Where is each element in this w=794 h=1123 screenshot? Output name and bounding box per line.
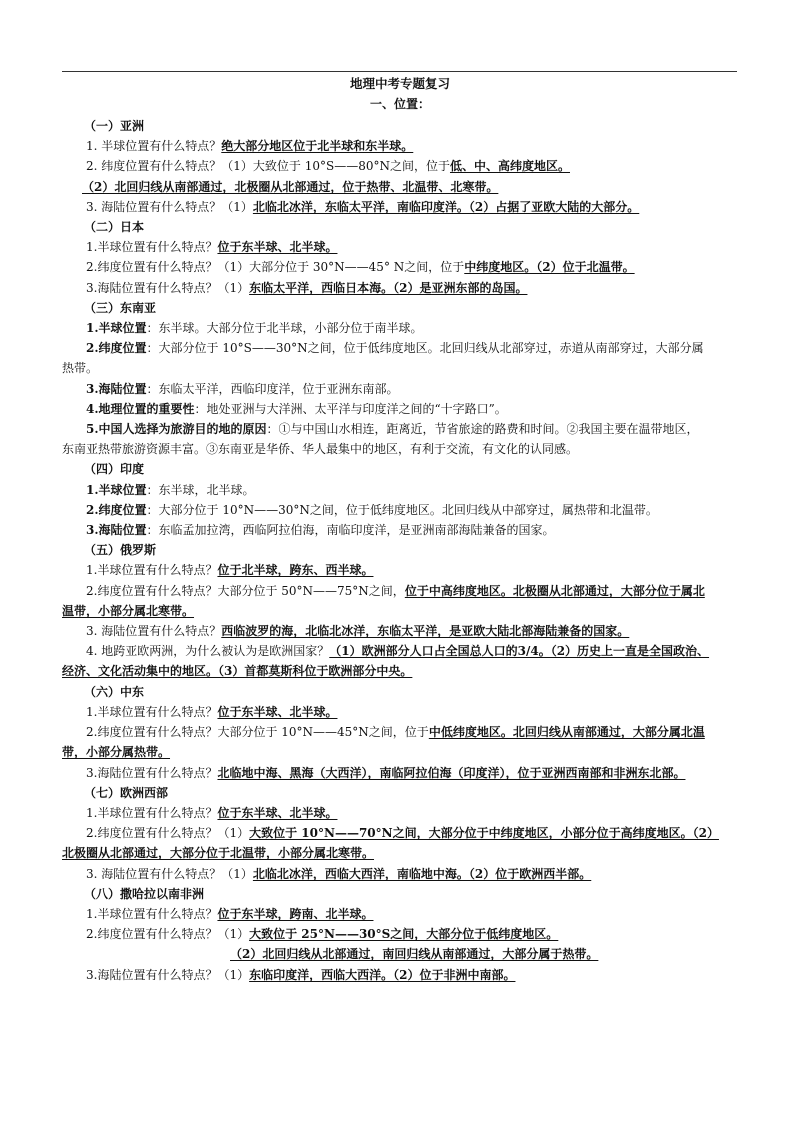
content-line bbox=[62, 318, 738, 338]
answer-text: 绝大部分地区位于北半球和东半球。 bbox=[221, 139, 414, 154]
line-label: 1.半球位置 bbox=[86, 482, 147, 497]
line-label: 3.海陆位置 bbox=[86, 523, 147, 538]
answer-text: 东临印度洋，西临大西洋。（2）位于非洲中南部。 bbox=[249, 967, 516, 982]
section-heading: （一）亚洲 bbox=[84, 119, 145, 133]
question-text: 3. 海陆位置有什么特点？ bbox=[86, 624, 222, 639]
answer-text: 位于东半球、北半球。 bbox=[217, 704, 338, 719]
content-line bbox=[62, 379, 738, 399]
question-text: 2. 纬度位置有什么特点？（1）大致位于 10°S——80°N之间，位于 bbox=[86, 159, 450, 174]
content-line bbox=[62, 702, 738, 722]
line-label: 4.地理位置的重要性 bbox=[86, 401, 195, 416]
answer-text: 带，小部分属热带。 bbox=[62, 745, 171, 760]
content-line bbox=[62, 763, 738, 783]
content-line bbox=[62, 419, 738, 439]
content-line bbox=[62, 338, 738, 358]
answer-text: 位于中高纬度地区。北极圈从北部通过，大部分位于属北 bbox=[404, 583, 705, 598]
content-line bbox=[62, 237, 738, 257]
answer-text: 位于东半球、北半球。 bbox=[217, 240, 338, 255]
answer-text: （2）北回归线从南部通过，北极圈从北部通过，位于热带、北温带、北寒带。 bbox=[82, 179, 499, 194]
line-text: ：大部分位于 10°N——30°N之间，位于低纬度地区。北回归线从中部穿过，属热带和北温带。 bbox=[146, 502, 658, 517]
answer-text: （1）欧洲部分人口占全国总人口的3/4。（2）历史上一直是全国政治、 bbox=[329, 644, 710, 659]
answer-text: 中低纬度地区。北回归线从南部通过，大部分属北温 bbox=[428, 725, 705, 740]
line-label: 2.纬度位置 bbox=[86, 341, 147, 356]
content-line bbox=[62, 823, 738, 843]
question-text: 1.半球位置有什么特点？ bbox=[86, 704, 218, 719]
line-text: ：东半球。大部分位于北半球，小部分位于南半球。 bbox=[146, 321, 423, 336]
question-text: 2.纬度位置有什么特点？（1） bbox=[86, 826, 250, 841]
answer-continuation bbox=[62, 601, 738, 621]
content-line bbox=[62, 156, 738, 176]
question-text: 1.半球位置有什么特点？ bbox=[86, 906, 218, 921]
content-line-continuation: 东南亚热带旅游资源丰富。③东南亚是华侨、华人最集中的地区，有利于交流，有文化的认同感。 bbox=[62, 442, 579, 457]
content-line bbox=[62, 581, 738, 601]
content-line bbox=[62, 803, 738, 823]
content-line bbox=[62, 257, 738, 277]
answer-text: 北临地中海、黑海（大西洋），南临阿拉伯海（印度洋），位于亚洲西南部和非洲东北部。 bbox=[217, 765, 686, 780]
answer-text: 经济、文化活动集中的地区。（3）首都莫斯科位于欧洲部分中央。 bbox=[62, 664, 413, 679]
answer-text: 大致位于 10°N——70°N之间，大部分位于中纬度地区，小部分位于高纬度地区。（2） bbox=[249, 826, 719, 841]
answer-text: 温带，小部分属北寒带。 bbox=[62, 603, 195, 618]
question-text: 4. 地跨亚欧两洲，为什么被认为是欧洲国家？ bbox=[86, 644, 330, 659]
answer-text: 大致位于 25°N——30°S之间，大部分位于低纬度地区。 bbox=[249, 927, 559, 942]
content-line bbox=[62, 904, 738, 924]
content-line bbox=[62, 480, 738, 500]
content-line bbox=[62, 177, 738, 197]
line-text: ：东临孟加拉湾，西临阿拉伯海，南临印度洋，是亚洲南部海陆兼备的国家。 bbox=[146, 523, 555, 538]
answer-text: 低、中、高纬度地区。 bbox=[449, 159, 570, 174]
content-line bbox=[62, 641, 738, 661]
line-label: 2.纬度位置 bbox=[86, 502, 147, 517]
content-line bbox=[62, 136, 738, 156]
answer-text: 位于东半球，跨南、北半球。 bbox=[217, 906, 374, 921]
question-text: 1.半球位置有什么特点？ bbox=[86, 240, 218, 255]
content-line bbox=[62, 944, 738, 964]
document-body bbox=[62, 74, 738, 985]
question-text: 2.纬度位置有什么特点？大部分位于 10°N——45°N之间，位于 bbox=[86, 725, 429, 740]
answer-text: 东临太平洋，西临日本海。（2）是亚洲东部的岛国。 bbox=[249, 280, 528, 295]
content-line bbox=[62, 965, 738, 985]
content-line bbox=[62, 500, 738, 520]
question-text: 3.海陆位置有什么特点？（1） bbox=[86, 280, 250, 295]
content-line bbox=[62, 864, 738, 884]
content-line bbox=[62, 722, 738, 742]
content-line bbox=[62, 197, 738, 217]
line-text: ：地处亚洲与大洋洲、太平洋与印度洋之间的“十字路口”。 bbox=[194, 401, 507, 416]
section-heading: （五）俄罗斯 bbox=[84, 543, 157, 558]
answer-continuation bbox=[62, 661, 738, 681]
line-label: 1.半球位置 bbox=[86, 321, 147, 336]
question-text: 1.半球位置有什么特点？ bbox=[86, 563, 218, 578]
answer-text: （2）北回归线从北部通过，南回归线从南部通过，大部分属于热带。 bbox=[230, 947, 599, 962]
content-line bbox=[62, 621, 738, 641]
section-heading: （七）欧洲西部 bbox=[84, 785, 169, 800]
content-line bbox=[62, 520, 738, 540]
section-heading: （八）撒哈拉以南非洲 bbox=[84, 886, 205, 901]
content-line bbox=[62, 560, 738, 580]
answer-continuation bbox=[62, 843, 738, 863]
answer-text: 位于北半球，跨东、西半球。 bbox=[217, 563, 374, 578]
sections-container bbox=[62, 116, 738, 985]
document-title: 地理中考专题复习 bbox=[349, 76, 450, 91]
section-heading: （六）中东 bbox=[84, 684, 145, 699]
question-text: 2.纬度位置有什么特点？（1） bbox=[86, 927, 250, 942]
question-text: 1.半球位置有什么特点？ bbox=[86, 805, 218, 820]
line-text: ：东临太平洋，西临印度洋，位于亚洲东南部。 bbox=[146, 381, 399, 396]
answer-text: 西临波罗的海，北临北冰洋，东临太平洋，是亚欧大陆北部海陆兼备的国家。 bbox=[221, 624, 630, 639]
section-heading: （四）印度 bbox=[84, 462, 145, 477]
line-text: ：①与中国山水相连，距离近，节省旅途的路费和时间。②我国主要在温带地区， bbox=[266, 422, 699, 437]
content-line-continuation: 热带。 bbox=[62, 361, 99, 376]
line-label: 5.中国人选择为旅游目的地的原因 bbox=[86, 422, 267, 437]
section-heading: （三）东南亚 bbox=[84, 300, 157, 315]
question-text: 3.海陆位置有什么特点？（1） bbox=[86, 967, 250, 982]
question-text: 3. 海陆位置有什么特点？（1） bbox=[86, 199, 253, 214]
line-text: ：东半球，北半球。 bbox=[146, 482, 255, 497]
answer-continuation bbox=[62, 742, 738, 762]
content-line bbox=[62, 278, 738, 298]
line-text: ：大部分位于 10°S——30°N之间，位于低纬度地区。北回归线从北部穿过，赤道从南部穿过，大部分属 bbox=[146, 341, 704, 356]
answer-text: 北临北冰洋，东临太平洋，南临印度洋。（2）占据了亚欧大陆的大部分。 bbox=[252, 199, 640, 214]
content-line bbox=[62, 924, 738, 944]
question-text: 2.纬度位置有什么特点？（1）大部分位于 30°N——45° N之间，位于 bbox=[86, 260, 465, 275]
line-label: 3.海陆位置 bbox=[86, 381, 147, 396]
answer-text: 位于东半球、北半球。 bbox=[217, 805, 338, 820]
answer-text: 北临北冰洋，西临大西洋，南临地中海。（2）位于欧洲西半部。 bbox=[252, 866, 592, 881]
question-text: 1. 半球位置有什么特点？ bbox=[86, 139, 222, 154]
question-text: 2.纬度位置有什么特点？大部分位于 50°N——75°N之间， bbox=[86, 583, 405, 598]
section-subtitle: 一、位置： bbox=[369, 97, 430, 111]
question-text: 3. 海陆位置有什么特点？（1） bbox=[86, 866, 253, 881]
section-heading: （二）日本 bbox=[84, 220, 145, 235]
header-rule bbox=[62, 71, 737, 72]
question-text: 3.海陆位置有什么特点？ bbox=[86, 765, 218, 780]
content-line bbox=[62, 399, 738, 419]
answer-text: 中纬度地区。（2）位于北温带。 bbox=[464, 260, 635, 275]
answer-text: 北极圈从北部通过，大部分位于北温带，小部分属北寒带。 bbox=[62, 846, 375, 861]
